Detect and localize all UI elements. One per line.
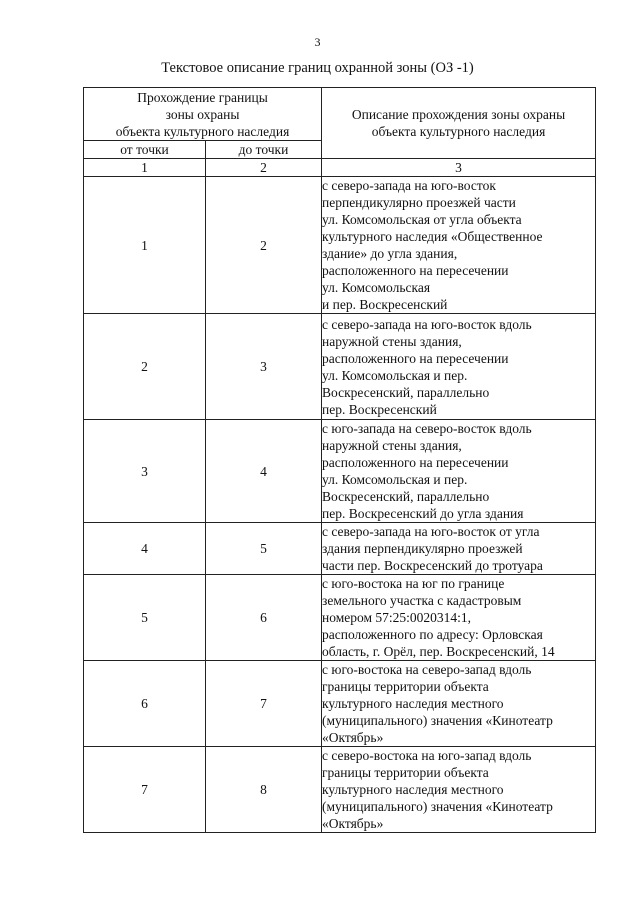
description-line: Воскресенский, параллельно	[322, 384, 490, 400]
to-point-cell: 5	[206, 523, 322, 575]
description-line: границы территории объекта	[322, 765, 489, 780]
description-line: здания перпендикулярно проезжей	[322, 541, 523, 556]
table-row	[84, 661, 596, 747]
table-row	[84, 523, 596, 575]
description-line: с северо-востока на юго-запад вдоль	[322, 748, 532, 763]
description-line: ул. Комсомольская и пер.	[322, 367, 468, 383]
from-point-cell: 6	[84, 661, 206, 747]
header-group-line: Прохождение границы	[137, 89, 268, 105]
column-number: 3	[322, 159, 596, 177]
from-point-cell: 7	[84, 747, 206, 833]
to-point-cell: 4	[206, 420, 322, 523]
description-line: части пер. Воскресенский до тротуара	[322, 558, 543, 573]
description-line: наружной стены здания,	[322, 333, 462, 349]
description-line: с юго-востока на северо-запад вдоль	[322, 662, 532, 677]
description-cell	[322, 420, 596, 523]
description-line: расположенного на пересечении	[322, 263, 509, 278]
description-line: расположенного на пересечении	[322, 350, 509, 366]
description-cell	[322, 177, 596, 314]
to-point-cell: 6	[206, 575, 322, 661]
to-point-cell: 8	[206, 747, 322, 833]
to-point-cell: 2	[206, 177, 322, 314]
header-group-line: зоны охраны	[165, 106, 240, 122]
description-line: здание» до угла здания,	[322, 246, 458, 261]
description-line: и пер. Воскресенский	[322, 297, 448, 312]
page-number: 3	[314, 35, 321, 49]
table-row	[84, 177, 596, 314]
description-line: Воскресенский, параллельно	[322, 489, 490, 504]
from-point-cell: 2	[84, 314, 206, 420]
description-line: расположенного по адресу: Орловская	[322, 627, 543, 642]
header-to-point: до точки	[206, 141, 322, 159]
description-line: культурного наследия местного	[322, 782, 504, 797]
column-number: 1	[84, 159, 206, 177]
description-line: границы территории объекта	[322, 679, 489, 694]
header-desc-line: Описание прохождения зоны охраны	[351, 107, 566, 122]
description-line: ул. Комсомольская и пер.	[322, 472, 468, 487]
description-line: ул. Комсомольская	[322, 280, 431, 295]
description-cell	[322, 523, 596, 575]
description-line: пер. Воскресенский до угла здания	[322, 506, 524, 521]
description-line: расположенного на пересечении	[322, 455, 509, 470]
column-number: 2	[206, 159, 322, 177]
table-row	[84, 314, 596, 420]
description-line: земельного участка с кадастровым	[322, 593, 522, 608]
description-line: ул. Комсомольская от угла объекта	[322, 212, 522, 227]
to-point-cell: 7	[206, 661, 322, 747]
description-line: «Октябрь»	[322, 816, 384, 831]
description-line: культурного наследия «Общественное	[322, 229, 543, 244]
table-row	[84, 747, 596, 833]
table-row	[84, 420, 596, 523]
description-line: культурного наследия местного	[322, 696, 504, 711]
header-from-point: от точки	[84, 141, 206, 159]
description-line: с северо-запада на юго-восток от угла	[322, 524, 540, 539]
from-point-cell: 4	[84, 523, 206, 575]
document-title: Текстовое описание границ охранной зоны (ОЗ -1)	[161, 60, 474, 76]
description-line: пер. Воскресенский	[322, 401, 437, 417]
header-boundary-passage	[84, 88, 322, 141]
description-line: перпендикулярно проезжей части	[322, 195, 516, 210]
description-line: наружной стены здания,	[322, 438, 462, 453]
description-cell	[322, 575, 596, 661]
description-line: с юго-запада на северо-восток вдоль	[322, 421, 532, 436]
from-point-cell: 1	[84, 177, 206, 314]
description-line: с северо-запада на юго-восток вдоль	[322, 316, 532, 332]
header-description	[322, 88, 596, 159]
table-row	[84, 575, 596, 661]
description-line: (муниципального) значения «Кинотеатр	[322, 799, 553, 814]
description-line: номером 57:25:0020314:1,	[322, 610, 472, 625]
description-cell	[322, 747, 596, 833]
from-point-cell: 5	[84, 575, 206, 661]
description-line: область, г. Орёл, пер. Воскресенский, 14	[322, 644, 555, 659]
table-body	[84, 177, 596, 833]
boundary-table	[83, 87, 596, 833]
description-line: с юго-востока на юг по границе	[322, 576, 505, 591]
to-point-cell: 3	[206, 314, 322, 420]
from-point-cell: 3	[84, 420, 206, 523]
description-line: с северо-запада на юго-восток	[322, 178, 496, 193]
header-desc-line: объекта культурного наследия	[371, 124, 546, 139]
description-cell	[322, 314, 596, 420]
description-cell	[322, 661, 596, 747]
header-group-line: объекта культурного наследия	[115, 123, 290, 139]
description-line: (муниципального) значения «Кинотеатр	[322, 713, 553, 728]
description-line: «Октябрь»	[322, 730, 384, 745]
